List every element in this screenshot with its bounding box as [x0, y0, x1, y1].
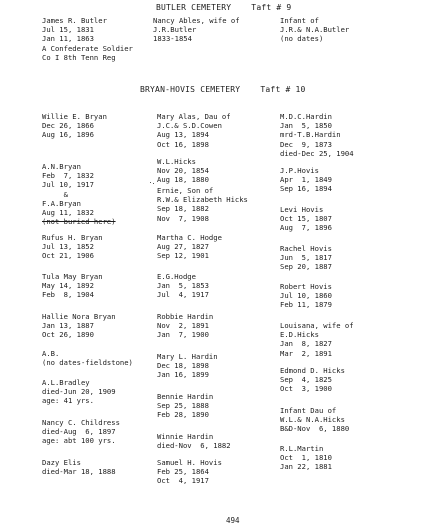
entry-line: died-Jun 20, 1909: [42, 387, 116, 397]
entry-line: R.W.& Elizabeth Hicks: [157, 195, 248, 205]
entry-line: Dec 26, 1866: [42, 121, 94, 131]
burial-entry: [42, 16, 133, 62]
entry-line: Jan 13, 1887: [42, 321, 94, 331]
entry-line: Mar 2, 1891: [280, 348, 332, 358]
entry-name: Rufus H. Bryan: [42, 233, 103, 242]
entry-line: Aug 11, 1832: [42, 208, 94, 218]
entry-line: Jul 10, 1860: [280, 291, 332, 301]
entry-line: A Confederate Soldier: [42, 43, 133, 53]
entry-line: Jan 5, 1850: [280, 121, 332, 131]
entry-line: Nov 7, 1908: [157, 213, 209, 223]
entry-line: died-Mar 18, 1888: [42, 467, 116, 477]
entry-line: died-Nov 6, 1882: [157, 441, 231, 451]
entry-line: Jan 22, 1881: [280, 462, 332, 472]
burial-entry: [280, 166, 332, 194]
entry-name: Robert Hovis: [280, 282, 332, 291]
burial-entry: [42, 458, 116, 476]
entry-line: W.L.& N.A.Hicks: [280, 415, 345, 425]
entry-line: Dec 18, 1898: [157, 361, 209, 371]
entry-line: Aug 27, 1827: [157, 242, 209, 252]
burial-entry: [157, 233, 222, 261]
entry-line: Jul 10, 1917: [42, 180, 94, 190]
entry-name: J.P.Hovis: [280, 166, 319, 175]
burial-entry: [280, 112, 354, 158]
entry-line: died-Aug 6, 1897: [42, 427, 116, 437]
burial-entry: [280, 444, 332, 472]
burial-entry: [157, 312, 213, 340]
entry-line: J.R.& N.A.Butler: [280, 25, 350, 35]
burial-entry: [42, 272, 103, 300]
entry-name: Robbie Hardin: [157, 312, 214, 321]
entry-name: James R. Butler: [42, 16, 107, 25]
entry-name: Hallie Nora Bryan: [42, 312, 116, 321]
entry-name: M.D.C.Hardin: [280, 112, 332, 121]
entry-line: B&D-Nov 6, 1880: [280, 424, 350, 434]
bryan-hovis-cemetery-header: BRYAN-HOVIS CEMETERY Taft # 10: [140, 85, 306, 94]
entry-line: J.R.Butler: [153, 25, 197, 35]
entry-line: Oct 16, 1898: [157, 139, 209, 149]
entry-line: Sep 12, 1901: [157, 251, 209, 261]
entry-line: Jul 13, 1852: [42, 242, 94, 252]
entry-line: Aug 7, 1896: [280, 223, 332, 233]
entry-line: Feb 8, 1904: [42, 290, 94, 300]
entry-name: Samuel H. Hovis: [157, 458, 222, 467]
entry-name: A.L.Bradley: [42, 378, 90, 387]
entry-name: A.B.: [42, 349, 60, 358]
entry-name: Nancy Ables, wife of: [153, 16, 240, 25]
entry-line: Feb 28, 1890: [157, 410, 209, 420]
page-number: 494: [226, 516, 240, 525]
entry-name: Infant of: [280, 16, 319, 25]
scan-speck: [150, 182, 151, 183]
entry-line: F.A.Bryan: [42, 198, 81, 208]
burial-entry: [280, 244, 332, 272]
entry-line: age: abt 100 yrs.: [42, 436, 116, 446]
entry-line: Feb 25, 1864: [157, 467, 209, 477]
entry-line: (not buried here): [42, 217, 116, 227]
entry-name: Martha C. Hodge: [157, 233, 222, 242]
burial-entry: [42, 233, 103, 261]
burial-entry: [153, 16, 240, 44]
burial-entry: [157, 112, 231, 149]
entry-name: Ernie, Son of: [157, 186, 214, 195]
burial-entry: [280, 205, 332, 233]
entry-line: died-Dec 25, 1904: [280, 148, 354, 158]
entry-line: Oct 15, 1807: [280, 214, 332, 224]
entry-line: Sep 4, 1825: [280, 375, 332, 385]
entry-line: Jan 7, 1900: [157, 330, 209, 340]
burial-entry: [157, 392, 213, 420]
scan-speck: [153, 183, 154, 184]
entry-line: May 14, 1892: [42, 281, 94, 291]
entry-line: Jul 15, 1831: [42, 25, 94, 35]
entry-line: Feb 7, 1832: [42, 171, 94, 181]
entry-line: Aug 18, 1880: [157, 175, 209, 185]
entry-line: Jan 16, 1899: [157, 370, 209, 380]
burial-entry: [280, 366, 345, 394]
entry-line: Co I 8th Tenn Reg: [42, 52, 116, 62]
burial-entry: [280, 406, 349, 434]
entry-line: mrd-T.B.Hardin: [280, 130, 341, 140]
entry-name: Dazy Elis: [42, 458, 81, 467]
entry-line: Nov 2, 1891: [157, 321, 209, 331]
entry-name: Edmond D. Hicks: [280, 366, 345, 375]
burial-entry: [157, 352, 218, 380]
burial-entry: [42, 349, 133, 367]
entry-line: Jul 4, 1917: [157, 290, 209, 300]
entry-name: Nancy C. Childress: [42, 418, 120, 427]
entry-name: R.L.Martin: [280, 444, 324, 453]
entry-line: Apr 1, 1849: [280, 175, 332, 185]
entry-name: E.G.Hodge: [157, 272, 196, 281]
entry-line: Oct 21, 1906: [42, 251, 94, 261]
entry-name: W.L.Hicks: [157, 157, 196, 166]
entry-line: age: 41 yrs.: [42, 396, 94, 406]
entry-name: Winnie Hardin: [157, 432, 214, 441]
entry-name: Willie E. Bryan: [42, 112, 107, 121]
burial-entry: [157, 157, 209, 185]
entry-name: Mary L. Hardin: [157, 352, 218, 361]
entry-name: Tula May Bryan: [42, 272, 103, 281]
entry-name: Bennie Hardin: [157, 392, 214, 401]
burial-entry: [157, 186, 248, 223]
burial-entry: [42, 378, 116, 406]
entry-line: Sep 25, 1888: [157, 401, 209, 411]
burial-entry: [157, 458, 222, 486]
entry-line: Feb 11, 1879: [280, 300, 332, 310]
entry-line: Aug 13, 1894: [157, 130, 209, 140]
entry-line: Oct 26, 1890: [42, 330, 94, 340]
entry-name: Louisana, wife of: [280, 321, 354, 330]
entry-line: (no dates): [280, 34, 324, 44]
entry-line: Jan 8, 1827: [280, 339, 332, 349]
burial-entry: [42, 418, 120, 446]
entry-line: Oct 1, 1810: [280, 453, 332, 463]
entry-line: Sep 16, 1894: [280, 184, 332, 194]
entry-name: Mary Alas, Dau of: [157, 112, 231, 121]
entry-line: Sep 18, 1882: [157, 204, 209, 214]
entry-line: E.D.Hicks: [280, 330, 319, 340]
entry-line: Jun 5, 1817: [280, 253, 332, 263]
entry-line: 1833-1854: [153, 34, 192, 44]
burial-entry: [42, 112, 107, 140]
burial-entry: [280, 282, 332, 310]
entry-line: Oct 4, 1917: [157, 476, 209, 486]
entry-line: &: [42, 189, 68, 199]
burial-entry: [280, 321, 354, 358]
burial-entry: [157, 432, 231, 450]
burial-entry: [157, 272, 209, 300]
burial-entry: [280, 16, 349, 44]
entry-line: Oct 3, 1900: [280, 384, 332, 394]
entry-name: Rachel Hovis: [280, 244, 332, 253]
entry-line: Dec 9, 1873: [280, 139, 332, 149]
entry-line: Jan 11, 1863: [42, 34, 94, 44]
burial-entry: [42, 312, 116, 340]
entry-line: Aug 16, 1896: [42, 130, 94, 140]
entry-name: Levi Hovis: [280, 205, 324, 214]
entry-line: (no dates-fieldstone): [42, 358, 133, 368]
entry-line: Nov 20, 1854: [157, 166, 209, 176]
butler-cemetery-header: BUTLER CEMETERY Taft # 9: [156, 3, 292, 12]
entry-line: Sep 20, 1887: [280, 262, 332, 272]
entry-name: A.N.Bryan: [42, 162, 81, 171]
entry-line: Jan 5, 1853: [157, 281, 209, 291]
burial-entry: [42, 162, 116, 226]
entry-name: Infant Dau of: [280, 406, 337, 415]
entry-line: J.C.& S.D.Cowen: [157, 121, 222, 131]
